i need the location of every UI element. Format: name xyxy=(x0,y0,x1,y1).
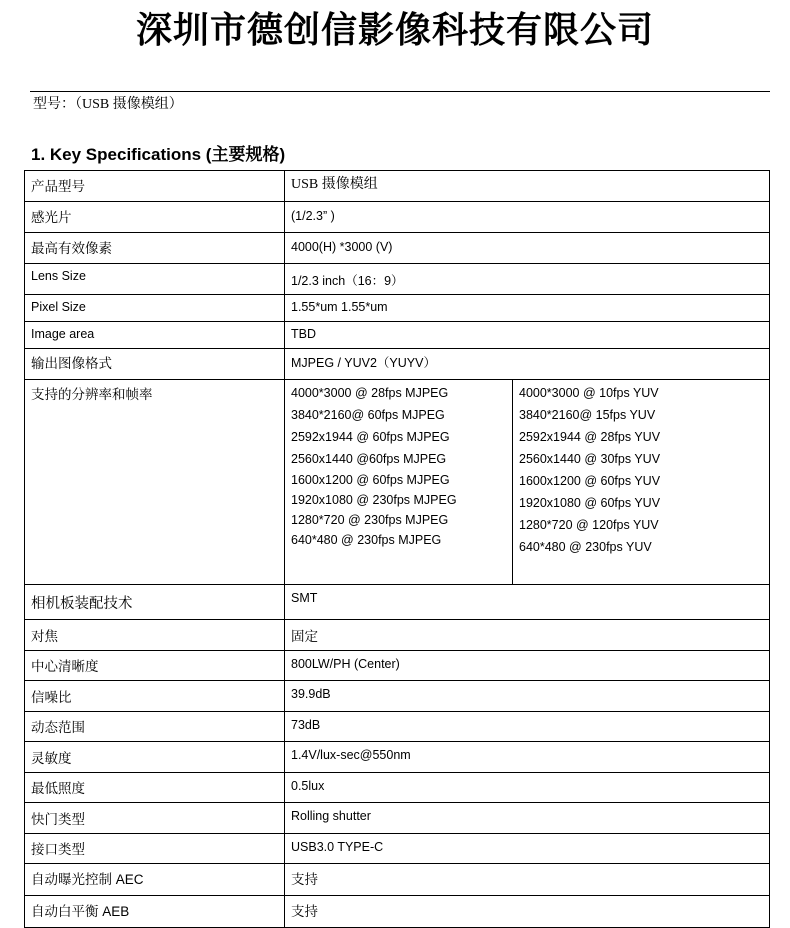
spec-label-aeb: 自动白平衡 AEB xyxy=(25,896,285,928)
table-row xyxy=(25,322,770,349)
table-row xyxy=(25,295,770,322)
spec-value-dynamic-range: 73dB xyxy=(285,712,770,742)
list-item: 2592x1944 @ 28fps YUV xyxy=(519,430,661,444)
spec-label-max-pixels: 最高有效像素 xyxy=(25,233,285,264)
table-row xyxy=(25,202,770,233)
table-row xyxy=(25,896,770,928)
spec-value-max-pixels: 4000(H) *3000 (V) xyxy=(285,233,770,264)
spec-label-snr: 信噪比 xyxy=(25,681,285,712)
spec-label-aec: 自动曝光控制 AEC xyxy=(25,864,285,896)
spec-label-shutter: 快门类型 xyxy=(25,803,285,834)
table-row xyxy=(25,380,770,585)
list-item: 3840*2160@ 15fps YUV xyxy=(519,408,656,422)
spec-value-shutter: Rolling shutter xyxy=(285,803,770,834)
list-item: 2592x1944 @ 60fps MJPEG xyxy=(291,430,450,444)
list-item: 2560x1440 @ 30fps YUV xyxy=(519,452,661,466)
spec-label-image-area: Image area xyxy=(25,322,285,349)
spec-label-pixel-size: Pixel Size xyxy=(25,295,285,322)
list-item: 640*480 @ 230fps MJPEG xyxy=(291,533,442,547)
list-item: 1920x1080 @ 60fps YUV xyxy=(519,496,661,510)
spec-label-dynamic-range: 动态范围 xyxy=(25,712,285,742)
list-item: 1920x1080 @ 230fps MJPEG xyxy=(291,493,457,507)
table-row xyxy=(25,171,770,202)
spec-value-aec: 支持 xyxy=(285,864,770,896)
company-name: 深圳市德创信影像科技有限公司 xyxy=(135,10,654,51)
spec-label-resolutions: 支持的分辨率和帧率 xyxy=(25,380,285,585)
model-text: 型号：（USB 摄像模组） xyxy=(33,97,183,112)
table-row xyxy=(25,349,770,380)
table-row xyxy=(25,803,770,834)
resolution-list-yuv xyxy=(513,380,770,585)
spec-table xyxy=(24,170,770,928)
table-row xyxy=(25,742,770,773)
spec-label-resolution-center: 中心清晰度 xyxy=(25,651,285,681)
spec-value-output-format: MJPEG / YUV2（YUYV） xyxy=(285,349,770,380)
spec-value-lens-size: 1/2.3 inch（16：9） xyxy=(285,264,770,295)
table-row xyxy=(25,585,770,620)
section-title: 1. Key Specifications (主要规格) xyxy=(31,145,286,164)
list-item: 3840*2160@ 60fps MJPEG xyxy=(291,408,445,422)
spec-value-assembly: SMT xyxy=(285,585,770,620)
spec-label-sensitivity: 灵敏度 xyxy=(25,742,285,773)
spec-label-focus: 对焦 xyxy=(25,620,285,651)
spec-value-min-illumination: 0.5lux xyxy=(285,773,770,803)
table-row xyxy=(25,620,770,651)
spec-label-min-illumination: 最低照度 xyxy=(25,773,285,803)
table-row xyxy=(25,773,770,803)
spec-value-sensor: (1/2.3” ) xyxy=(285,202,770,233)
resolution-list-mjpeg xyxy=(285,380,513,585)
table-row xyxy=(25,864,770,896)
list-item: 4000*3000 @ 10fps YUV xyxy=(519,386,659,400)
table-row xyxy=(25,712,770,742)
model-line xyxy=(30,91,770,114)
spec-value-resolution-center: 800LW/PH (Center) xyxy=(285,651,770,681)
spec-value-sensitivity: 1.4V/lux-sec@550nm xyxy=(285,742,770,773)
table-row xyxy=(25,233,770,264)
spec-label-assembly: 相机板装配技术 xyxy=(25,585,285,620)
spec-label-interface: 接口类型 xyxy=(25,834,285,864)
spec-value-snr: 39.9dB xyxy=(285,681,770,712)
list-item: 1600x1200 @ 60fps MJPEG xyxy=(291,473,450,487)
spec-value-product-model: USB 摄像模组 xyxy=(285,171,770,202)
spec-value-focus: 固定 xyxy=(285,620,770,651)
list-item: 640*480 @ 230fps YUV xyxy=(519,540,652,554)
spec-label-output-format: 输出图像格式 xyxy=(25,349,285,380)
spec-label-product-model: 产品型号 xyxy=(25,171,285,202)
list-item: 1600x1200 @ 60fps YUV xyxy=(519,474,661,488)
table-row xyxy=(25,681,770,712)
table-row xyxy=(25,651,770,681)
spec-value-interface: USB3.0 TYPE-C xyxy=(285,834,770,864)
list-item: 1280*720 @ 120fps YUV xyxy=(519,518,659,532)
list-item: 1280*720 @ 230fps MJPEG xyxy=(291,513,449,527)
list-item: 4000*3000 @ 28fps MJPEG xyxy=(291,386,449,400)
spec-value-image-area: TBD xyxy=(285,322,770,349)
spec-label-sensor: 感光片 xyxy=(25,202,285,233)
spec-value-aeb: 支持 xyxy=(285,896,770,928)
table-row xyxy=(25,264,770,295)
spec-value-pixel-size: 1.55*um 1.55*um xyxy=(285,295,770,322)
list-item: 2560x1440 @60fps MJPEG xyxy=(291,452,447,466)
table-row xyxy=(25,834,770,864)
spec-label-lens-size: Lens Size xyxy=(25,264,285,295)
